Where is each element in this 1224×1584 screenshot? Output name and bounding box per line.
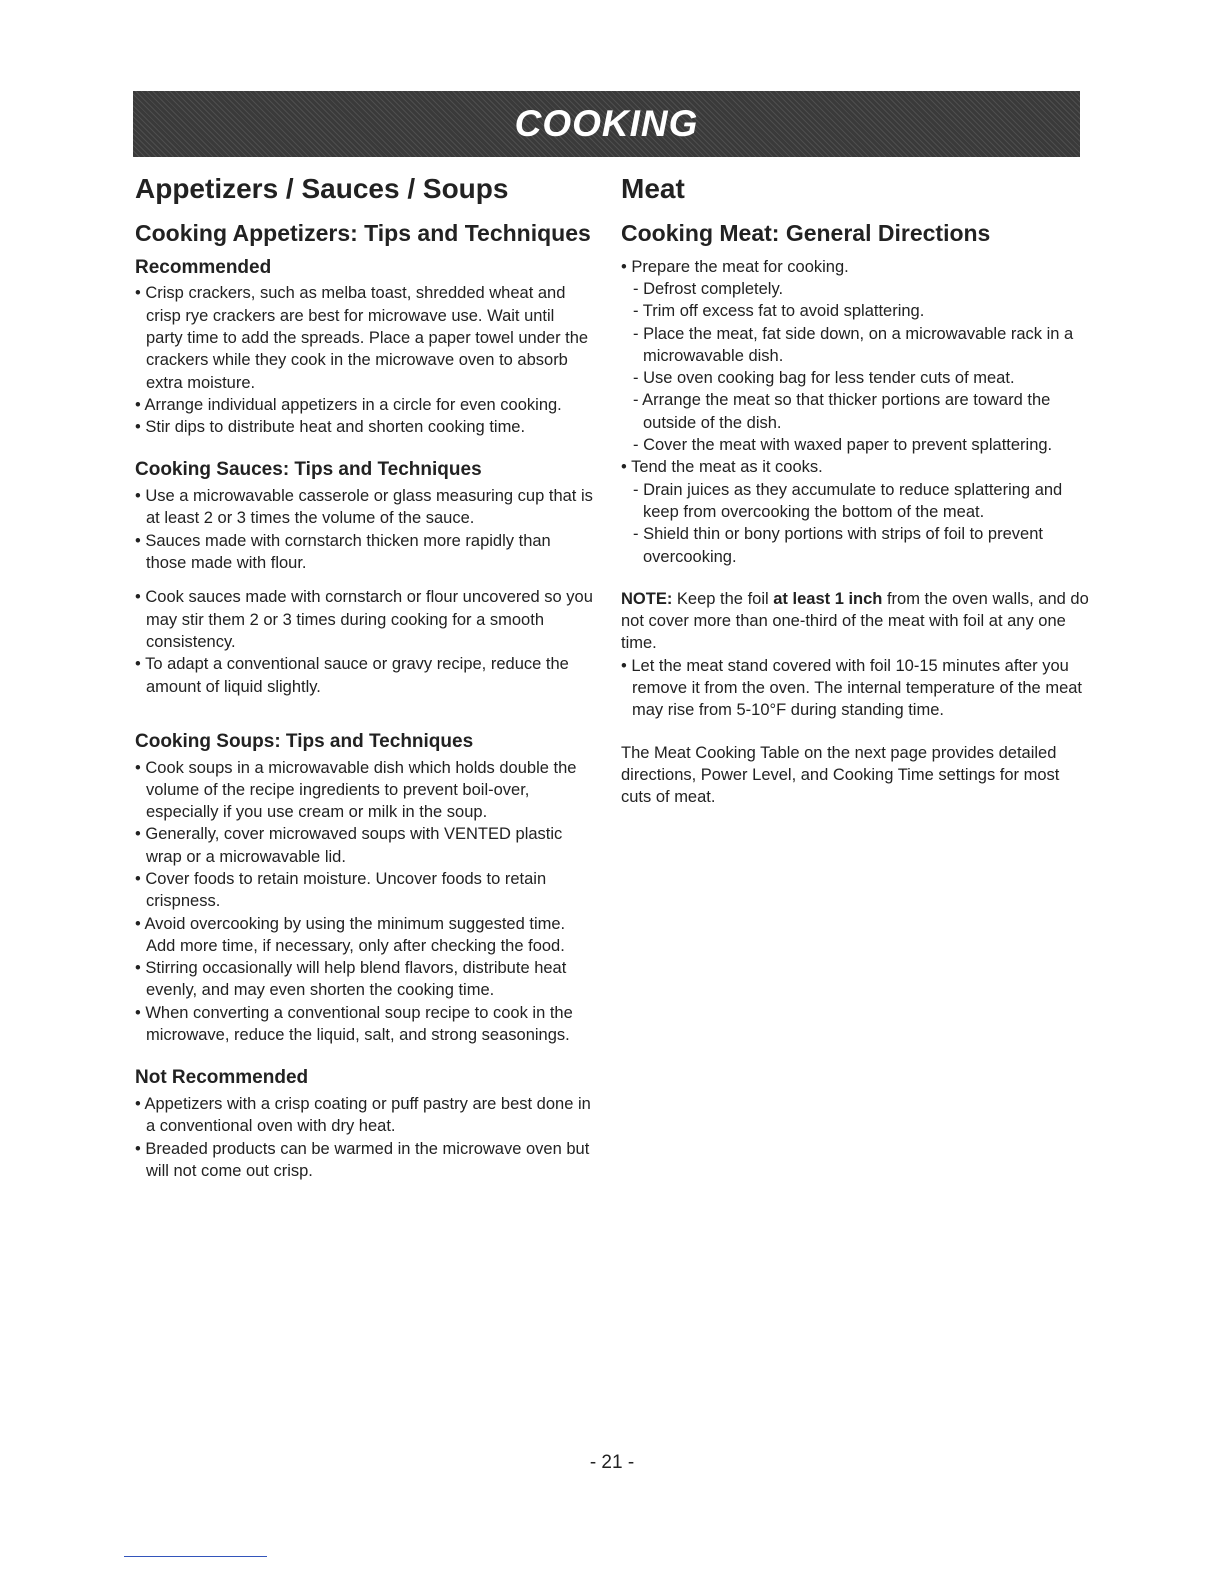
banner-title: COOKING [514,103,699,144]
list-item: • Tend the meat as it cooks. [621,458,823,477]
appetizers-heading: Cooking Appetizers: Tips and Techniques [135,219,591,246]
list-item: • Arrange individual appetizers in a circle for even cooking. [135,395,562,414]
not-recommended-list [135,1093,595,1182]
list-item: - Trim off excess fat to avoid splattering. [633,302,925,321]
list-item: • Stir dips to distribute heat and shorten cooking time. [135,418,526,437]
list-item: • Sauces made with cornstarch thicken more rapidly than those made with flour. [135,531,551,573]
note-label: NOTE: [621,589,673,608]
list-item: • When converting a conventional soup recipe to cook in the microwave, reduce the liquid, salt, and strong seasonings. [135,1003,573,1045]
recommended-heading: Recommended [135,256,272,278]
list-item: - Use oven cooking bag for less tender cuts of meat. [633,369,1015,388]
section-banner [133,91,1080,157]
list-item: - Drain juices as they accumulate to reduce splattering and keep from overcooking the bottom of the meat. [633,480,1063,521]
list-item: - Arrange the meat so that thicker portions are toward the outside of the dish. [633,391,1051,432]
right-column [621,174,1091,809]
note-paragraph [621,588,1091,655]
list-item: • Use a microwavable casserole or glass measuring cup that is at least 2 or 3 times the volume of the sauce. [135,487,593,528]
not-recommended-heading: Not Recommended [135,1067,309,1089]
list-item: • Appetizers with a crisp coating or puff pastry are best done in a conventional oven with dry heat. [135,1095,591,1136]
meat-directions-heading: Cooking Meat: General Directions [621,219,991,246]
list-item: • To adapt a conventional sauce or gravy recipe, reduce the amount of liquid slightly. [135,655,569,696]
note-text-before: Keep the foil [672,589,774,608]
list-item: • Cook soups in a microwavable dish which holds double the volume of the recipe ingredients to prevent boil-over, especially if you use cream or milk in the soup. [135,758,577,822]
list-item: - Defrost completely. [633,279,784,298]
list-item: • Let the meat stand covered with foil 10-15 minutes after you remove it from the oven. The internal temperature of the meat may rise from 5-10°F during standing time. [621,656,1083,720]
soups-heading: Cooking Soups: Tips and Techniques [135,730,474,752]
footer-divider [124,1556,267,1557]
list-item: - Place the meat, fat side down, on a microwavable rack in a microwavable dish. [633,324,1074,365]
appetizers-list [135,282,595,438]
list-item: • Stirring occasionally will help blend flavors, distribute heat evenly, and may even shorten the cooking time. [135,959,567,1000]
list-item: • Crisp crackers, such as melba toast, shredded wheat and crisp rye crackers are best for microwave use. Wait until party time to add the spreads. Place a paper towel under the crackers while they cook in the microwave oven to absorb extra moisture. [135,284,589,392]
sauces-list-b [135,586,595,697]
page-number: - 21 - [589,1452,635,1473]
note-text-after: from the oven walls, and do not cover more than one-third of the meat with foil at any one time. [621,589,1089,653]
meat-directions-list [621,256,1091,568]
list-item: - Shield thin or bony portions with strips of foil to prevent overcooking. [633,525,1043,566]
list-item: • Avoid overcooking by using the minimum suggested time. Add more time, if necessary, only after checking the food. [135,914,566,955]
list-item: • Prepare the meat for cooking. [621,257,849,276]
list-item: - Cover the meat with waxed paper to prevent splattering. [633,436,1053,455]
section-title-meat: Meat [621,173,685,204]
sauces-heading: Cooking Sauces: Tips and Techniques [135,459,482,481]
standing-list [621,655,1091,722]
list-item: • Generally, cover microwaved soups with VENTED plastic wrap or a microwavable lid. [135,825,563,866]
section-title-appetizers-sauces-soups: Appetizers / Sauces / Soups [135,173,509,204]
list-item: • Breaded products can be warmed in the microwave oven but will not come out crisp. [135,1139,590,1180]
left-column [135,174,595,1182]
soups-list [135,757,595,1047]
sauces-list-a [135,485,595,574]
list-item: • Cook sauces made with cornstarch or flour uncovered so you may stir them 2 or 3 times during cooking for a smooth consistency. [135,588,593,651]
list-item: • Cover foods to retain moisture. Uncover foods to retain crispness. [135,869,547,911]
note-emphasis: at least 1 inch [773,589,883,608]
closing-paragraph: The Meat Cooking Table on the next page provides detailed directions, Power Level, and Cooking Time settings for most cuts of meat. [621,743,1060,807]
